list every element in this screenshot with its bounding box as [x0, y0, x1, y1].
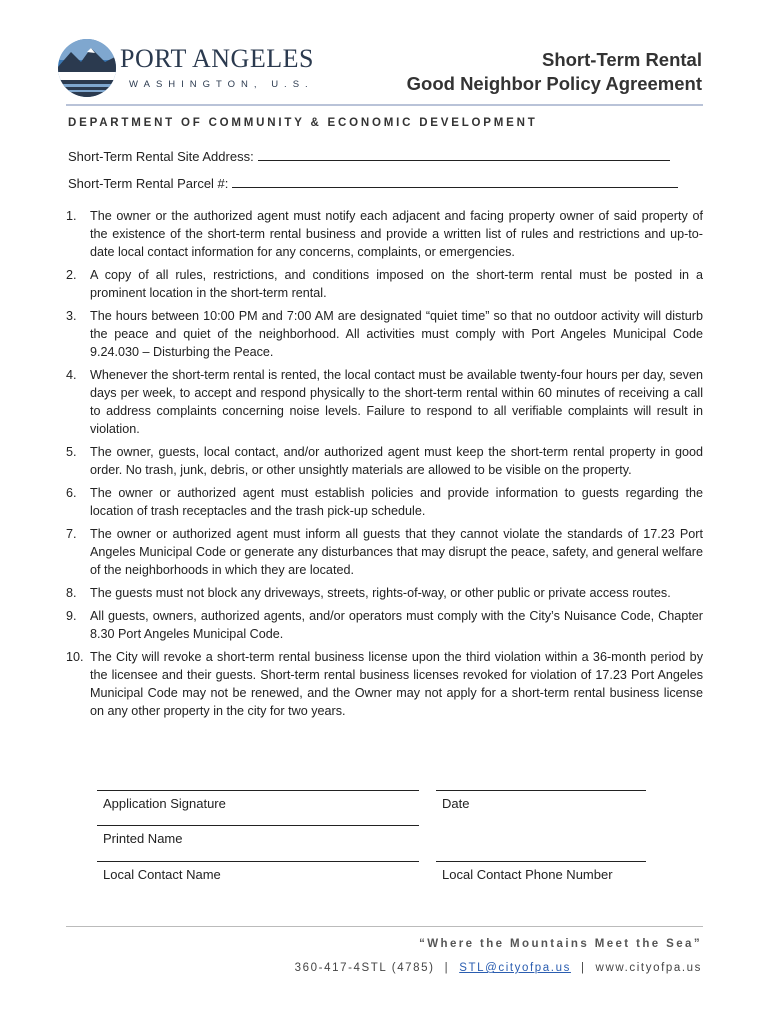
list-item — [66, 266, 703, 302]
item-text: The owner or authorized agent must establish policies and provide information to guests regarding the location of trash receptacles and the trash pick-up schedule. — [90, 486, 703, 518]
list-item — [66, 607, 703, 643]
item-number: 9. — [66, 609, 77, 623]
item-number: 3. — [66, 309, 77, 323]
list-item — [66, 207, 703, 261]
item-text: The owner, guests, local contact, and/or authorized agent must keep the short-term rental property in good order. No trash, junk, debris, or other unsightly materials are allowed to be visible on the property. — [90, 445, 703, 477]
item-number: 4. — [66, 368, 77, 382]
item-number: 2. — [66, 268, 77, 282]
item-text: The owner or the authorized agent must notify each adjacent and facing property owner of said property of the existence of the short-term rental business and provide a written list of rules and restrictions and up-to-date local contact information for any concerns, complaints, or emergencies. — [90, 209, 703, 259]
list-item — [66, 584, 703, 602]
list-item — [66, 443, 703, 479]
item-text: A copy of all rules, restrictions, and conditions imposed on the short-term rental must be posted in a prominent location in the short-term rental. — [90, 268, 703, 300]
local-contact-name-label: Local Contact Name — [103, 867, 221, 882]
item-text: All guests, owners, authorized agents, and/or operators must comply with the City’s Nuisance Code, Chapter 8.30 Port Angeles Municipal Code. — [90, 609, 703, 641]
logo-wordmark: PORT ANGELES — [120, 44, 314, 73]
item-number: 10. — [66, 650, 84, 664]
date-label: Date — [442, 796, 470, 811]
parcel-field — [68, 175, 678, 191]
site-address-field — [68, 148, 670, 164]
city-motto: “Where the Mountains Meet the Sea” — [419, 938, 702, 950]
item-number: 7. — [66, 527, 77, 541]
item-number: 5. — [66, 445, 77, 459]
application-signature-label: Application Signature — [103, 796, 226, 811]
phone-number: 360-417-4STL (4785) — [294, 962, 435, 974]
item-number: 8. — [66, 586, 77, 600]
item-text: The City will revoke a short-term rental business license upon the third violation within a 36-month period by the licensee and their guests. Short-term rental business licenses revoked for violation of 17.23 Port Angeles Municipal Code may not be renewed, and the Owner may not apply for a short-term rental business license on any other property in the city for two years. — [90, 650, 703, 718]
item-number: 6. — [66, 486, 77, 500]
title-line-2: Good Neighbor Policy Agreement — [406, 73, 702, 94]
policy-list — [66, 207, 703, 725]
item-number: 1. — [66, 209, 77, 223]
department-heading: DEPARTMENT OF COMMUNITY & ECONOMIC DEVELOPMENT — [68, 117, 538, 129]
logo-subtitle: WASHINGTON, U.S. — [129, 79, 314, 90]
footer-divider — [66, 926, 703, 927]
footer-contact — [295, 962, 702, 974]
site-address-label: Short-Term Rental Site Address: — [68, 149, 254, 164]
signature-line — [97, 861, 419, 862]
parcel-label: Short-Term Rental Parcel #: — [68, 176, 229, 191]
list-item — [66, 366, 703, 438]
document-title — [407, 48, 702, 96]
mountains-sea-logo-icon — [57, 38, 117, 98]
header-divider — [66, 104, 703, 106]
item-text: The owner or authorized agent must inform all guests that they cannot violate the standards of 17.23 Port Angeles Municipal Code or generate any disturbances that may disrupt the peace, safety, and general welfare of the neighborhoods in which they are located. — [90, 527, 703, 577]
separator: | — [444, 962, 450, 974]
parcel-input-line[interactable] — [232, 175, 678, 188]
local-contact-phone-label: Local Contact Phone Number — [442, 867, 613, 882]
signature-line — [436, 861, 646, 862]
separator: | — [580, 962, 586, 974]
port-angeles-logo — [57, 38, 327, 100]
title-line-1: Short-Term Rental — [541, 49, 702, 70]
signature-line — [97, 825, 419, 826]
item-text: The hours between 10:00 PM and 7:00 AM are designated “quiet time” so that no outdoor activity will disturb the peace and quiet of the neighborhood. All activities must comply with Port Angeles Municipal Code 9.24.030 – Disturbing the Peace. — [90, 309, 703, 359]
email-link[interactable]: STL@cityofpa.us — [459, 962, 571, 974]
item-text: Whenever the short-term rental is rented, the local contact must be available twenty-four hours per day, seven days per week, to accept and respond physically to the short-term rental within 60 minutes of receiving a call to address complaints concerning noise levels. Failure to respond to all verifiable complaints will result in violation. — [90, 368, 703, 436]
list-item — [66, 525, 703, 579]
list-item — [66, 648, 703, 720]
website-link[interactable]: www.cityofpa.us — [595, 962, 702, 974]
signature-line — [97, 790, 419, 791]
signature-line — [436, 790, 646, 791]
printed-name-label: Printed Name — [103, 831, 183, 846]
list-item — [66, 307, 703, 361]
item-text: The guests must not block any driveways, streets, rights-of-way, or other public or private access routes. — [90, 586, 671, 600]
site-address-input-line[interactable] — [258, 148, 670, 161]
list-item — [66, 484, 703, 520]
